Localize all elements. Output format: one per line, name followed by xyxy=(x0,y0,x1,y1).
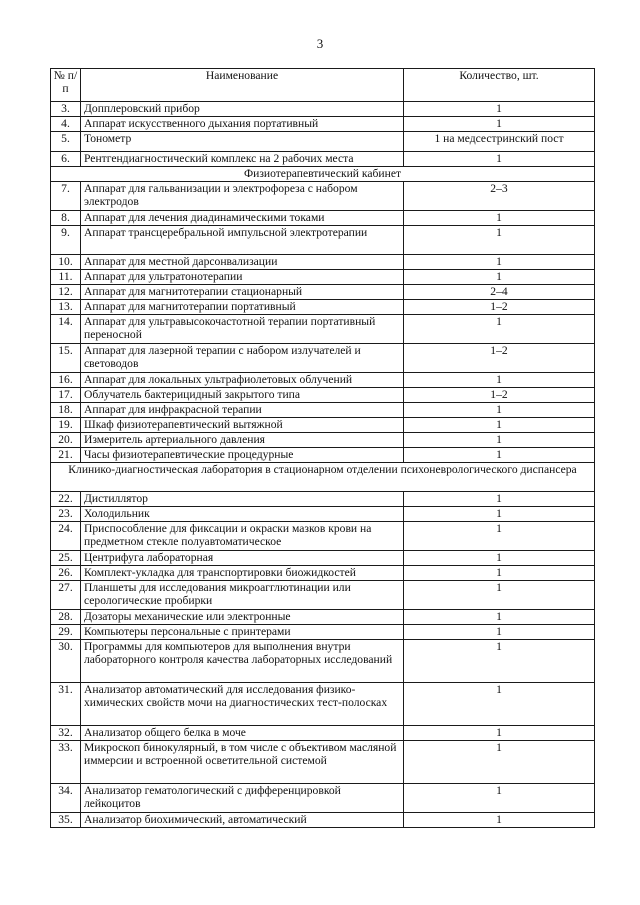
equipment-table xyxy=(50,68,595,828)
column-header-number: № п/п xyxy=(51,69,81,102)
table-row xyxy=(51,507,595,522)
row-number: 17. xyxy=(51,388,81,403)
row-number: 15. xyxy=(51,344,81,373)
row-name: Аппарат для гальванизации и электрофореза с набором электродов xyxy=(81,182,404,211)
table-row xyxy=(51,226,595,255)
row-name: Аппарат искусственного дыхания портативный xyxy=(81,117,404,132)
row-quantity: 1 xyxy=(404,102,595,117)
row-quantity: 1 xyxy=(404,551,595,566)
table-body xyxy=(51,102,595,828)
row-number: 26. xyxy=(51,566,81,581)
row-number: 27. xyxy=(51,581,81,610)
row-quantity: 1 xyxy=(404,433,595,448)
section-row xyxy=(51,463,595,492)
row-number: 9. xyxy=(51,226,81,255)
column-header-name: Наименование xyxy=(81,69,404,102)
row-number: 3. xyxy=(51,102,81,117)
row-quantity: 1 xyxy=(404,640,595,683)
row-number: 28. xyxy=(51,610,81,625)
table-row xyxy=(51,813,595,828)
row-name: Измеритель артериального давления xyxy=(81,433,404,448)
row-quantity: 1 xyxy=(404,625,595,640)
row-number: 8. xyxy=(51,211,81,226)
row-quantity: 1 xyxy=(404,813,595,828)
row-quantity: 1 xyxy=(404,448,595,463)
row-name: Часы физиотерапевтические процедурные xyxy=(81,448,404,463)
row-name: Микроскоп бинокулярный, в том числе с объективом масляной иммерсии и встроенной осветительной системой xyxy=(81,741,404,784)
row-name: Планшеты для исследования микроагглютинации или серологические пробирки xyxy=(81,581,404,610)
row-number: 33. xyxy=(51,741,81,784)
row-number: 21. xyxy=(51,448,81,463)
row-quantity: 1 xyxy=(404,726,595,741)
row-number: 11. xyxy=(51,270,81,285)
row-name: Дозаторы механические или электронные xyxy=(81,610,404,625)
row-name: Аппарат для магнитотерапии стационарный xyxy=(81,285,404,300)
row-number: 35. xyxy=(51,813,81,828)
row-name: Аппарат трансцеребральной импульсной электротерапии xyxy=(81,226,404,255)
row-quantity: 2–4 xyxy=(404,285,595,300)
row-name: Рентгендиагностический комплекс на 2 рабочих места xyxy=(81,152,404,167)
row-name: Анализатор гематологический с дифференцировкой лейкоцитов xyxy=(81,784,404,813)
table-row xyxy=(51,132,595,152)
row-number: 25. xyxy=(51,551,81,566)
row-quantity: 2–3 xyxy=(404,182,595,211)
table-row xyxy=(51,270,595,285)
row-number: 31. xyxy=(51,683,81,726)
row-quantity: 1 xyxy=(404,418,595,433)
row-quantity: 1 xyxy=(404,683,595,726)
table-row xyxy=(51,433,595,448)
table-row xyxy=(51,315,595,344)
table-row xyxy=(51,211,595,226)
row-quantity: 1 xyxy=(404,741,595,784)
row-quantity: 1 xyxy=(404,255,595,270)
row-number: 4. xyxy=(51,117,81,132)
table-row xyxy=(51,448,595,463)
page-number: 3 xyxy=(316,36,324,51)
row-name: Центрифуга лабораторная xyxy=(81,551,404,566)
section-title: Клинико-диагностическая лаборатория в стационарном отделении психоневрологического диспансера xyxy=(51,463,595,492)
row-quantity: 1 xyxy=(404,211,595,226)
row-name: Аппарат для лазерной терапии с набором излучателей и световодов xyxy=(81,344,404,373)
row-number: 23. xyxy=(51,507,81,522)
row-quantity: 1–2 xyxy=(404,344,595,373)
row-quantity: 1 xyxy=(404,226,595,255)
row-name: Холодильник xyxy=(81,507,404,522)
table-row xyxy=(51,610,595,625)
section-row xyxy=(51,167,595,182)
row-name: Анализатор общего белка в моче xyxy=(81,726,404,741)
table-row xyxy=(51,492,595,507)
table-row xyxy=(51,255,595,270)
row-name: Аппарат для лечения диадинамическими токами xyxy=(81,211,404,226)
table-row xyxy=(51,300,595,315)
row-quantity: 1 на медсестринский пост xyxy=(404,132,595,152)
row-quantity: 1 xyxy=(404,403,595,418)
table-row xyxy=(51,640,595,683)
row-name: Анализатор биохимический, автоматический xyxy=(81,813,404,828)
row-number: 5. xyxy=(51,132,81,152)
section-title: Физиотерапевтический кабинет xyxy=(51,167,595,182)
row-quantity: 1 xyxy=(404,373,595,388)
row-quantity: 1 xyxy=(404,581,595,610)
row-name: Аппарат для местной дарсонвализации xyxy=(81,255,404,270)
table-row xyxy=(51,726,595,741)
row-name: Аппарат для ультратонотерапии xyxy=(81,270,404,285)
row-name: Приспособление для фиксации и окраски мазков крови на предметном стекле полуавтоматическое xyxy=(81,522,404,551)
row-number: 14. xyxy=(51,315,81,344)
table-row xyxy=(51,373,595,388)
table-row xyxy=(51,285,595,300)
table-header-row xyxy=(51,69,595,102)
row-number: 32. xyxy=(51,726,81,741)
table-row xyxy=(51,741,595,784)
row-name: Комплект-укладка для транспортировки биожидкостей xyxy=(81,566,404,581)
row-number: 12. xyxy=(51,285,81,300)
table-row xyxy=(51,403,595,418)
row-number: 24. xyxy=(51,522,81,551)
row-number: 16. xyxy=(51,373,81,388)
table-row xyxy=(51,152,595,167)
row-number: 10. xyxy=(51,255,81,270)
row-quantity: 1 xyxy=(404,522,595,551)
row-name: Облучатель бактерицидный закрытого типа xyxy=(81,388,404,403)
row-quantity: 1 xyxy=(404,566,595,581)
row-name: Шкаф физиотерапевтический вытяжной xyxy=(81,418,404,433)
table-row xyxy=(51,102,595,117)
row-number: 6. xyxy=(51,152,81,167)
row-name: Анализатор автоматический для исследования физико-химических свойств мочи на диагностических тест-полосках xyxy=(81,683,404,726)
row-quantity: 1 xyxy=(404,117,595,132)
row-quantity: 1 xyxy=(404,610,595,625)
table-row xyxy=(51,182,595,211)
table-row xyxy=(51,522,595,551)
row-name: Тонометр xyxy=(81,132,404,152)
row-quantity: 1 xyxy=(404,507,595,522)
row-name: Аппарат для инфракрасной терапии xyxy=(81,403,404,418)
table-row xyxy=(51,566,595,581)
row-number: 30. xyxy=(51,640,81,683)
row-quantity: 1 xyxy=(404,492,595,507)
table-row xyxy=(51,344,595,373)
row-name: Аппарат для ультравысокочастотной терапии портативный переносной xyxy=(81,315,404,344)
row-name: Программы для компьютеров для выполнения внутри лабораторного контроля качества лабораторных исследований xyxy=(81,640,404,683)
row-name: Допплеровский прибор xyxy=(81,102,404,117)
row-number: 22. xyxy=(51,492,81,507)
row-number: 34. xyxy=(51,784,81,813)
row-name: Компьютеры персональные с принтерами xyxy=(81,625,404,640)
table-row xyxy=(51,551,595,566)
row-quantity: 1–2 xyxy=(404,300,595,315)
row-number: 20. xyxy=(51,433,81,448)
column-header-quantity: Количество, шт. xyxy=(404,69,595,102)
row-number: 19. xyxy=(51,418,81,433)
table-row xyxy=(51,388,595,403)
row-quantity: 1 xyxy=(404,152,595,167)
row-number: 18. xyxy=(51,403,81,418)
row-number: 29. xyxy=(51,625,81,640)
row-name: Аппарат для магнитотерапии портативный xyxy=(81,300,404,315)
row-number: 7. xyxy=(51,182,81,211)
table-row xyxy=(51,418,595,433)
table-row xyxy=(51,581,595,610)
table-row xyxy=(51,683,595,726)
row-quantity: 1 xyxy=(404,784,595,813)
row-name: Аппарат для локальных ультрафиолетовых облучений xyxy=(81,373,404,388)
row-quantity: 1 xyxy=(404,315,595,344)
table-row xyxy=(51,117,595,132)
row-name: Дистиллятор xyxy=(81,492,404,507)
row-number: 13. xyxy=(51,300,81,315)
row-quantity: 1 xyxy=(404,270,595,285)
table-row xyxy=(51,784,595,813)
row-quantity: 1–2 xyxy=(404,388,595,403)
table-row xyxy=(51,625,595,640)
